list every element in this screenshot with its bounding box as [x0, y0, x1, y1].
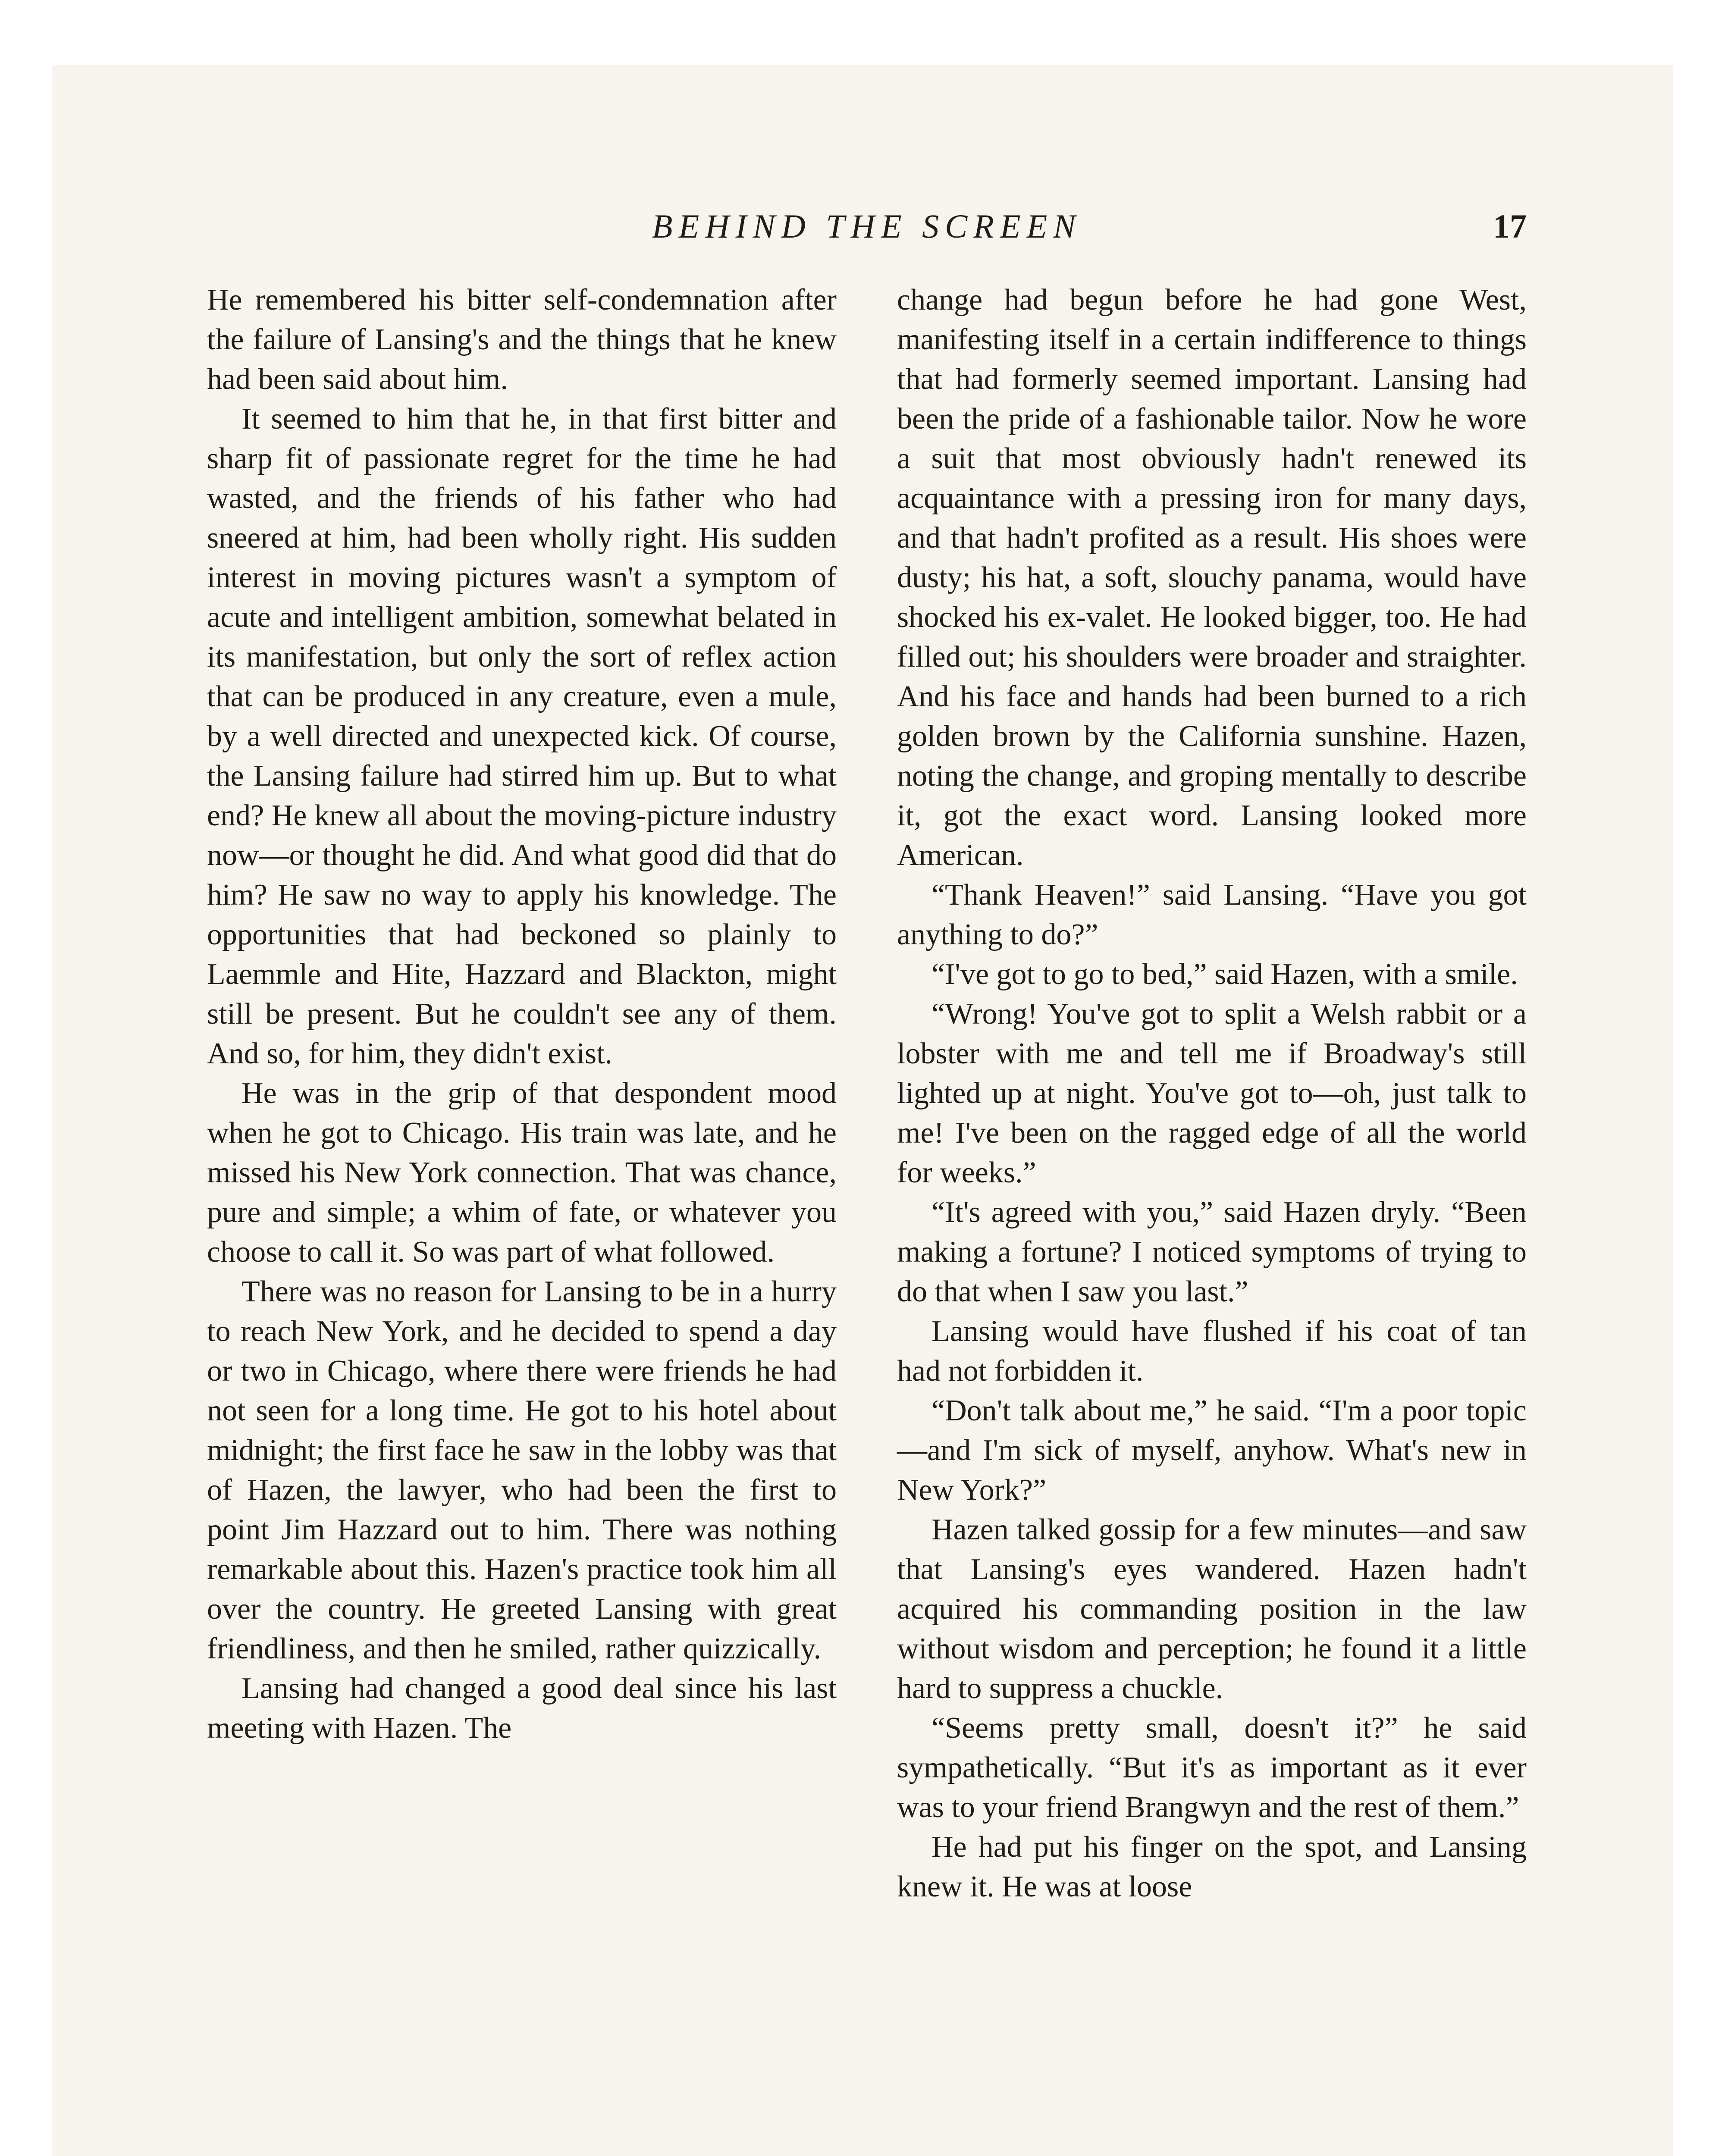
right-column	[897, 280, 1527, 2156]
page-number: 17	[1493, 207, 1527, 245]
left-column	[207, 280, 837, 2156]
paragraph: He had put his finger on the spot, and Lansing knew it. He was at loose	[897, 1830, 1527, 1903]
paragraph: “Seems pretty small, doesn't it?” he said sympathetically. “But it's as important as it ever was to your friend Brangwyn and the rest of them.”	[897, 1711, 1527, 1824]
paragraph: “Wrong! You've got to split a Welsh rabbit or a lobster with me and tell me if Broadway's still lighted up at night. You've got to—oh, just talk to me! I've been on the ragged edge of all the world for weeks.”	[897, 997, 1527, 1189]
paragraph: Lansing would have flushed if his coat of tan had not forbidden it.	[897, 1315, 1527, 1388]
paragraph: “Don't talk about me,” he said. “I'm a poor topic—and I'm sick of myself, anyhow. What's new in New York?”	[897, 1394, 1527, 1507]
paragraph: He was in the grip of that despondent mood when he got to Chicago. His train was late, and he missed his New York connection. That was chance, pure and simple; a whim of fate, or whatever you choose to call it. So was part of what followed.	[207, 1077, 837, 1269]
paragraph: Hazen talked gossip for a few minutes—and saw that Lansing's eyes wandered. Hazen hadn't acquired his commanding position in the law without wisdom and perception; he found it a little hard to suppress a chuckle.	[897, 1513, 1527, 1705]
paragraph: There was no reason for Lansing to be in a hurry to reach New York, and he decided to spend a day or two in Chicago, where there were friends he had not seen for a long time. He got to his hotel about midnight; the first face he saw in the lobby was that of Hazen, the lawyer, who had been the first to point Jim Hazzard out to him. There was nothing remarkable about this. Hazen's practice took him all over the country. He greeted Lansing with great friendliness, and then he smiled, rather quizzically.	[207, 1275, 837, 1665]
paragraph: It seemed to him that he, in that first bitter and sharp fit of passionate regret for the time he had wasted, and the friends of his father who had sneered at him, had been wholly right. His sudden interest in moving pictures wasn't a symptom of acute and intelligent ambition, somewhat belated in its manifestation, but only the sort of reflex action that can be produced in any creature, even a mule, by a well directed and unexpected kick. Of course, the Lansing failure had stirred him up. But to what end? He knew all about the moving-picture industry now—or thought he did. And what good did that do him? He saw no way to apply his knowledge. The opportunities that had beckoned so plainly to Laemmle and Hite, Hazzard and Blackton, might still be present. But he couldn't see any of them. And so, for him, they didn't exist.	[207, 402, 837, 1070]
paragraph: “It's agreed with you,” said Hazen dryly. “Been making a fortune? I noticed symptoms of trying to do that when I saw you last.”	[897, 1196, 1527, 1308]
paragraph: change had begun before he had gone West, manifesting itself in a certain indifference to things that had formerly seemed important. Lansing had been the pride of a fashionable tailor. Now he wore a suit that most obviously hadn't renewed its acquaintance with a pressing iron for many days, and that hadn't profited as a result. His shoes were dusty; his hat, a soft, slouchy panama, would have shocked his ex-valet. He looked bigger, too. He had filled out; his shoulders were broader and straighter. And his face and hands had been burned to a rich golden brown by the California sunshine. Hazen, noting the change, and groping mentally to describe it, got the exact word. Lansing looked more American.	[897, 283, 1527, 872]
paragraph: “Thank Heaven!” said Lansing. “Have you got anything to do?”	[897, 878, 1527, 951]
paragraph: He remembered his bitter self-condemnation after the failure of Lansing's and the things that he knew had been said about him.	[207, 283, 837, 396]
running-header	[207, 203, 1527, 254]
paragraph: “I've got to go to bed,” said Hazen, with a smile.	[932, 958, 1518, 991]
text-columns	[207, 280, 1527, 2156]
paragraph: Lansing had changed a good deal since his last meeting with Hazen. The	[207, 1672, 837, 1745]
running-title: BEHIND THE SCREEN	[652, 207, 1082, 245]
